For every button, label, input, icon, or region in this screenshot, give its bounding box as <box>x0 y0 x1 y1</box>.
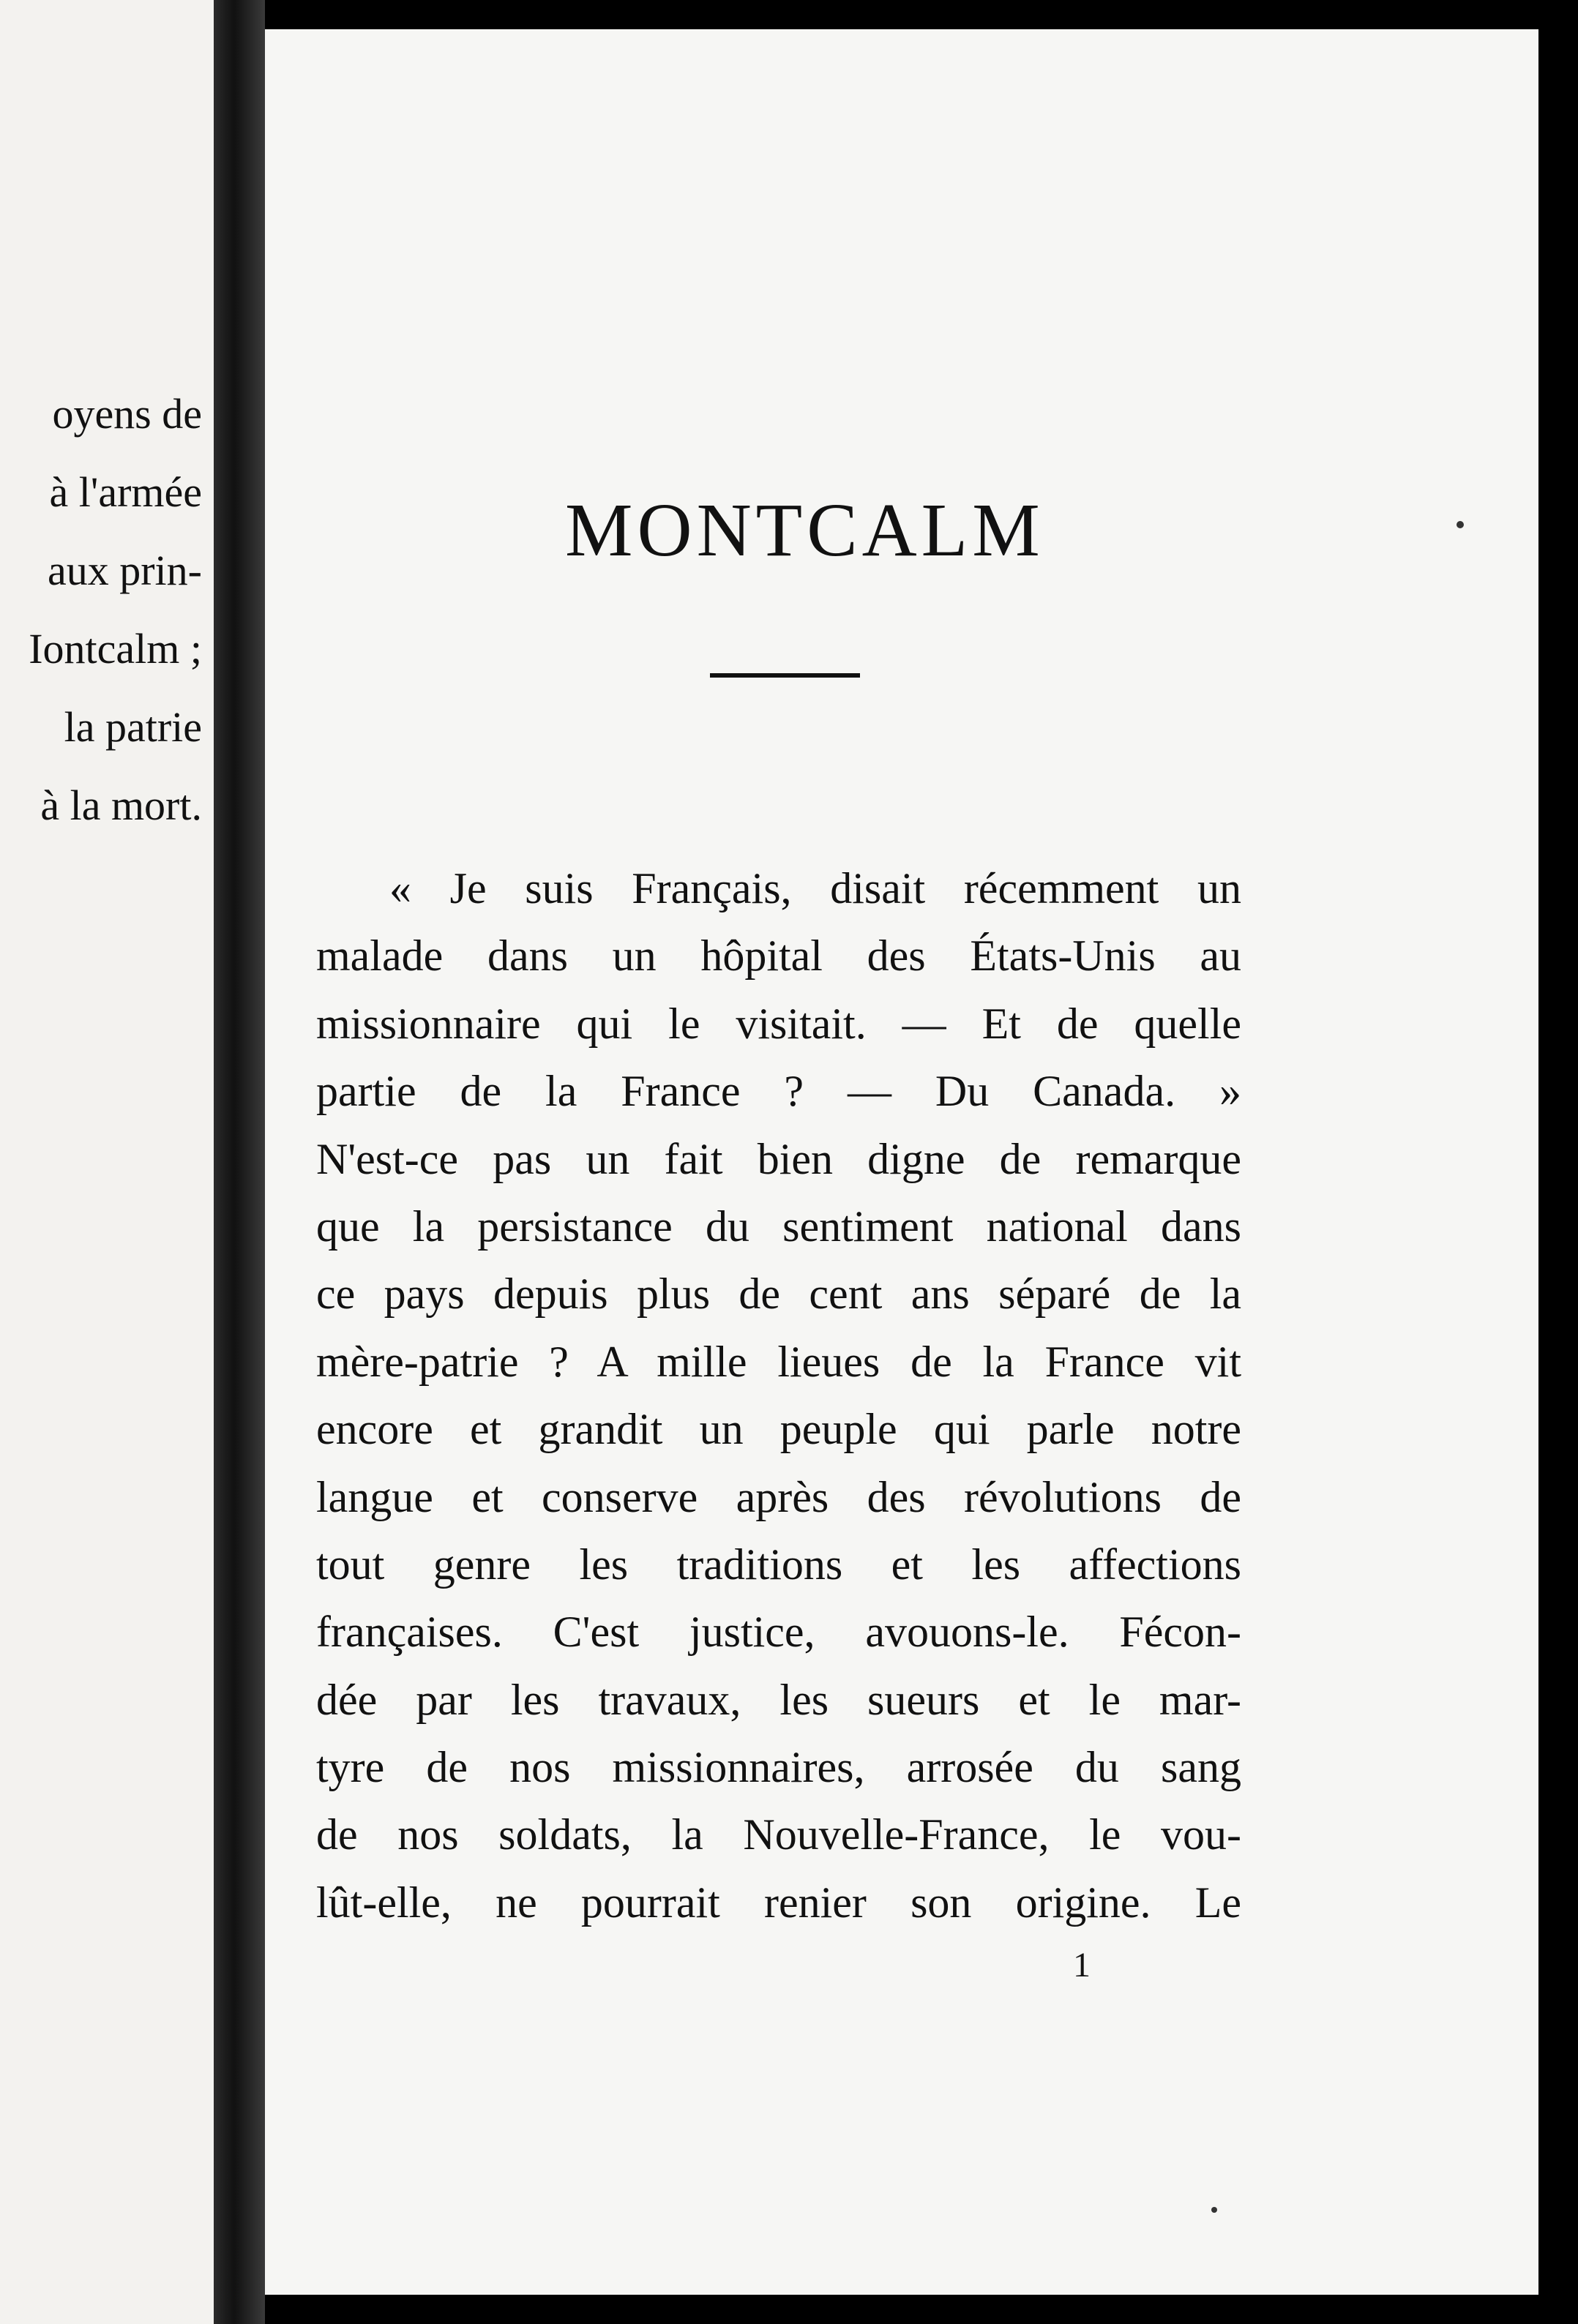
book-gutter <box>214 0 265 2324</box>
scan-speck <box>1457 521 1464 528</box>
text-line: mère-patrie ? A mille lieues de la France vit <box>316 1337 1241 1386</box>
scan-speck <box>1211 2207 1217 2213</box>
left-page-text <box>29 375 202 844</box>
page-number: 1 <box>1073 1946 1091 1984</box>
left-line: oyens de <box>52 390 202 438</box>
text-line: lût-elle, ne pourrait renier son origine. Le <box>316 1878 1241 1927</box>
text-line: de nos soldats, la Nouvelle-France, le vou- <box>316 1810 1241 1859</box>
page-title: MONTCALM <box>565 488 1044 572</box>
text-line: N'est-ce pas un fait bien digne de remarque <box>316 1134 1241 1183</box>
text-line: langue et conserve après des révolutions de <box>316 1472 1241 1521</box>
left-line: à la mort. <box>40 781 202 829</box>
text-line: que la persistance du sentiment national dans <box>316 1202 1241 1251</box>
text-line: « Je suis Français, disait récemment un <box>389 864 1241 912</box>
left-line: à l'armée <box>49 468 202 516</box>
text-line: tyre de nos missionnaires, arrosée du sang <box>316 1743 1241 1792</box>
text-line: dée par les travaux, les sueurs et le mar- <box>316 1675 1241 1724</box>
text-line: encore et grandit un peuple qui parle notre <box>316 1405 1241 1454</box>
text-line: françaises. C'est justice, avouons-le. Fécon- <box>316 1608 1241 1657</box>
text-line: tout genre les traditions et les affections <box>316 1540 1241 1589</box>
text-line: missionnaire qui le visitait. — Et de quelle <box>316 999 1241 1048</box>
left-line: aux prin- <box>48 547 202 594</box>
text-line: malade dans un hôpital des États-Unis au <box>316 932 1241 981</box>
body-paragraph <box>316 855 1241 1936</box>
left-page <box>0 0 214 2324</box>
text-line: ce pays depuis plus de cent ans séparé de la <box>316 1270 1241 1319</box>
left-line: Iontcalm ; <box>29 625 202 672</box>
text-line: partie de la France ? — Du Canada. » <box>316 1067 1241 1116</box>
left-line: la patrie <box>64 703 202 751</box>
title-rule <box>710 673 860 678</box>
